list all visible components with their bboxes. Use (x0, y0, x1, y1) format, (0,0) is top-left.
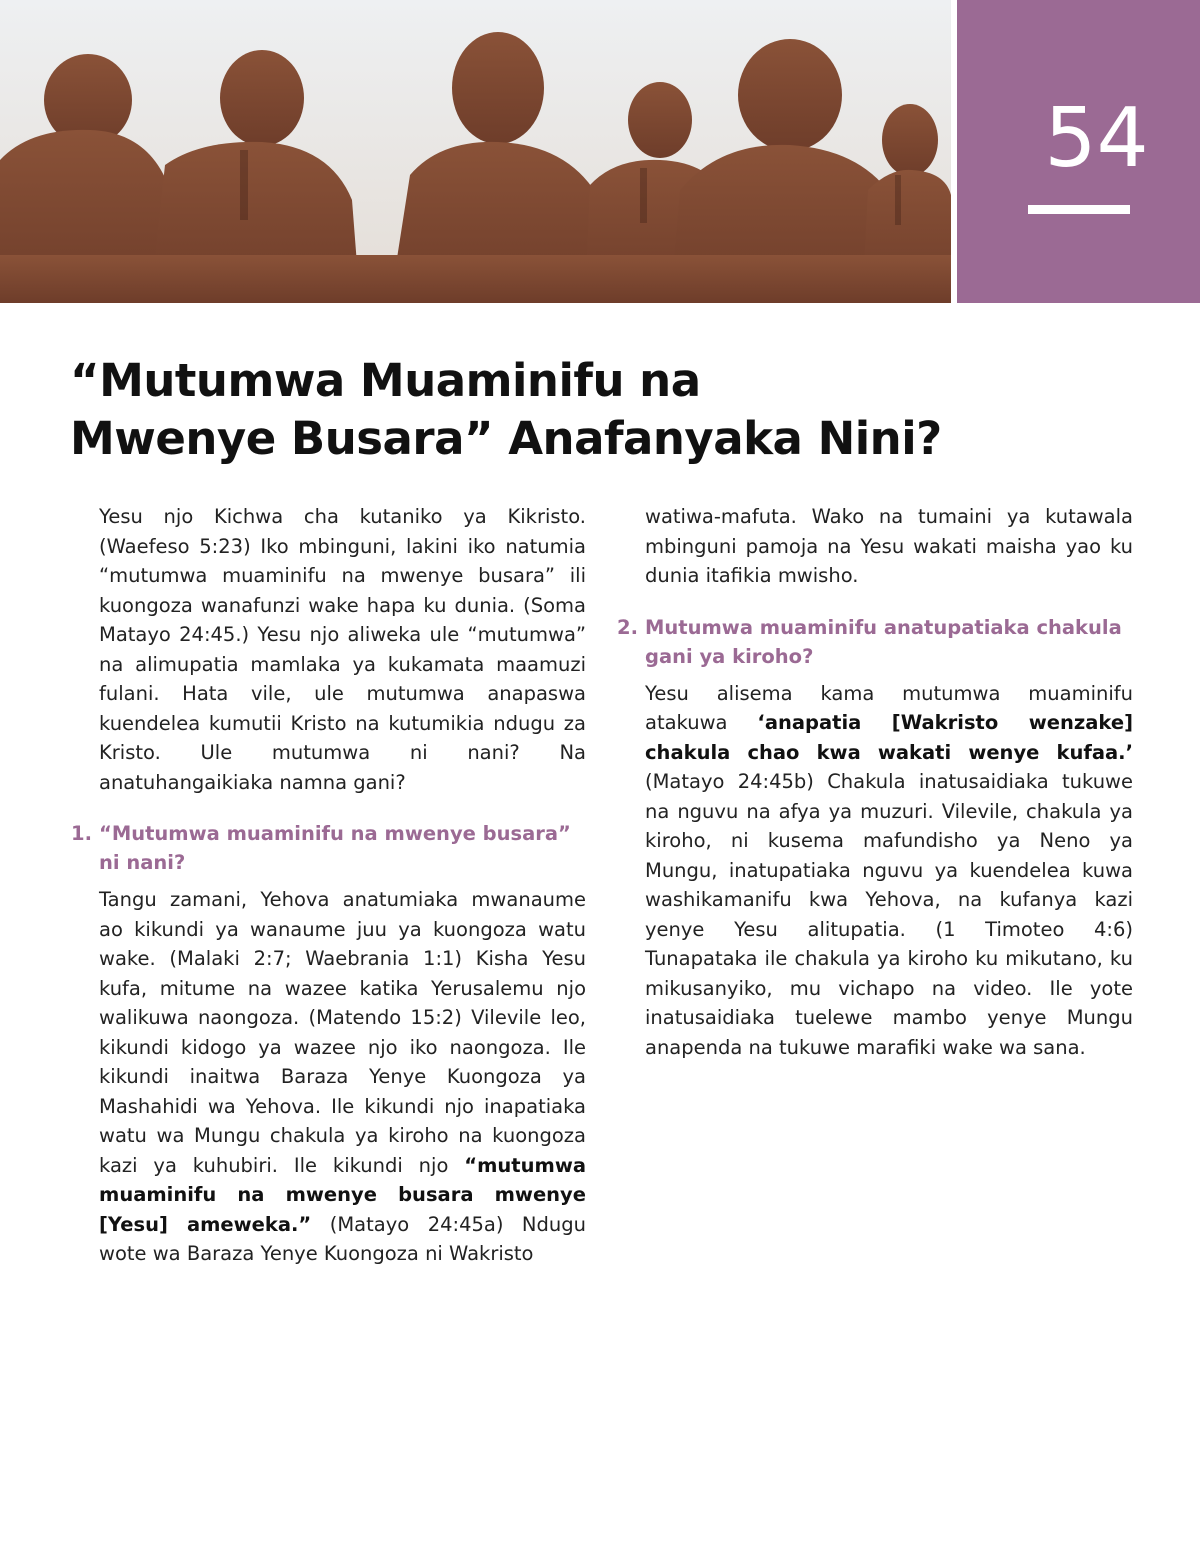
answer-2-text-a: Yesu alisema kama mutumwa muaminifu atakuwa (645, 681, 1133, 734)
answer-2-quote: ‘anapatia [Wakristo wenzake] chakula chao kwa wakati wenye kufaa.’ (645, 711, 1133, 764)
header-banner-image (0, 0, 951, 303)
answer-2-paragraph (645, 679, 1133, 1063)
right-column (617, 502, 1133, 1062)
title-line-2: Mwenye Busara” Anafanyaka Nini? (70, 412, 942, 465)
chapter-badge (957, 0, 1200, 303)
answer-1-paragraph (99, 885, 586, 1269)
question-2-heading (617, 613, 1133, 671)
question-2-text: Mutumwa muaminifu anatupatiaka chakula gani ya kiroho? (645, 615, 1122, 668)
answer-1-text-a: Tangu zamani, Yehova anatumiaka mwanaume ao kikundi ya wanaume juu ya kuongoza watu wake. (Malaki 2:7; Waebrania 1:1) Kisha Yesu kufa, mitume na wazee katika Yerusalemu njo walikuwa naongoza. (Matendo 15:2) Vilevile leo, kikundi kidogo ya wazee njo iko naongoza. Ile kikundi inaitwa Baraza Yenye Kuongoza ya Mashahidi wa Yehova. Ile kikundi njo inapatiaka watu wa Mungu chakula ya kiroho na kuongoza kazi ya kuhubiri. Ile kikundi njo (99, 888, 586, 1177)
chapter-number: 54 (1044, 91, 1149, 186)
answer-1-quote: “mutumwa muaminifu na mwenye busara mwenye [Yesu] ameweka.” (99, 1153, 586, 1236)
answer-2-text-b: (Matayo 24:45b) Chakula inatusaidiaka tukuwe na nguvu na afya ya muzuri. Vilevile, chakula ya kiroho, ni kusema mafundisho ya Neno ya Mungu, inatupatiaka nguvu ya kuendelea kuwa washikamanifu kwa Yehova, na kufanya kazi yenye Yesu alitupatia. (1 Timoteo 4:6) Tunapataka ile chakula ya kiroho ku mikutano, ku mikusanyiko, mu vichapo na video. Ile yote inatusaidiaka tuelewe mambo yenye Mungu anapenda na tukuwe marafiki wake wa sana. (645, 770, 1133, 1059)
intro-paragraph: Yesu njo Kichwa cha kutaniko ya Kikristo. (Waefeso 5:23) Iko mbinguni, lakini iko natumia “mutumwa muaminifu na mwenye busara” ili kuongoza wanafunzi wake hapa ku dunia. (Soma Matayo 24:45.) Yesu njo aliweka ule “mutumwa” na alimupatia mamlaka ya kukamata maamuzi fulani. Hata vile, ule mutumwa anapaswa kuendelea kumutii Kristo na kutumikia ndugu za Kristo. Ule mutumwa ni nani? Na anatuhangaikiaka namna gani? (99, 505, 586, 794)
answer-1-continuation: watiwa-mafuta. Wako na tumaini ya kutawala mbinguni pamoja na Yesu wakati maisha yao ku dunia itafikia mwisho. (645, 505, 1133, 587)
question-1-text: “Mutumwa muaminifu na mwenye busara” ni nani? (99, 822, 571, 874)
question-1-heading (71, 819, 586, 877)
question-1-number: 1. (71, 822, 92, 845)
left-column (71, 502, 586, 1269)
men-at-table-illustration (0, 0, 951, 303)
chapter-divider (1028, 205, 1130, 214)
title-line-1: “Mutumwa Muaminifu na (70, 354, 701, 407)
page-title (70, 352, 970, 468)
answer-1-text-b: (Matayo 24:45a) Ndugu wote wa Baraza Yenye Kuongoza ni Wakristo (99, 1212, 586, 1265)
question-2-number: 2. (617, 615, 638, 639)
